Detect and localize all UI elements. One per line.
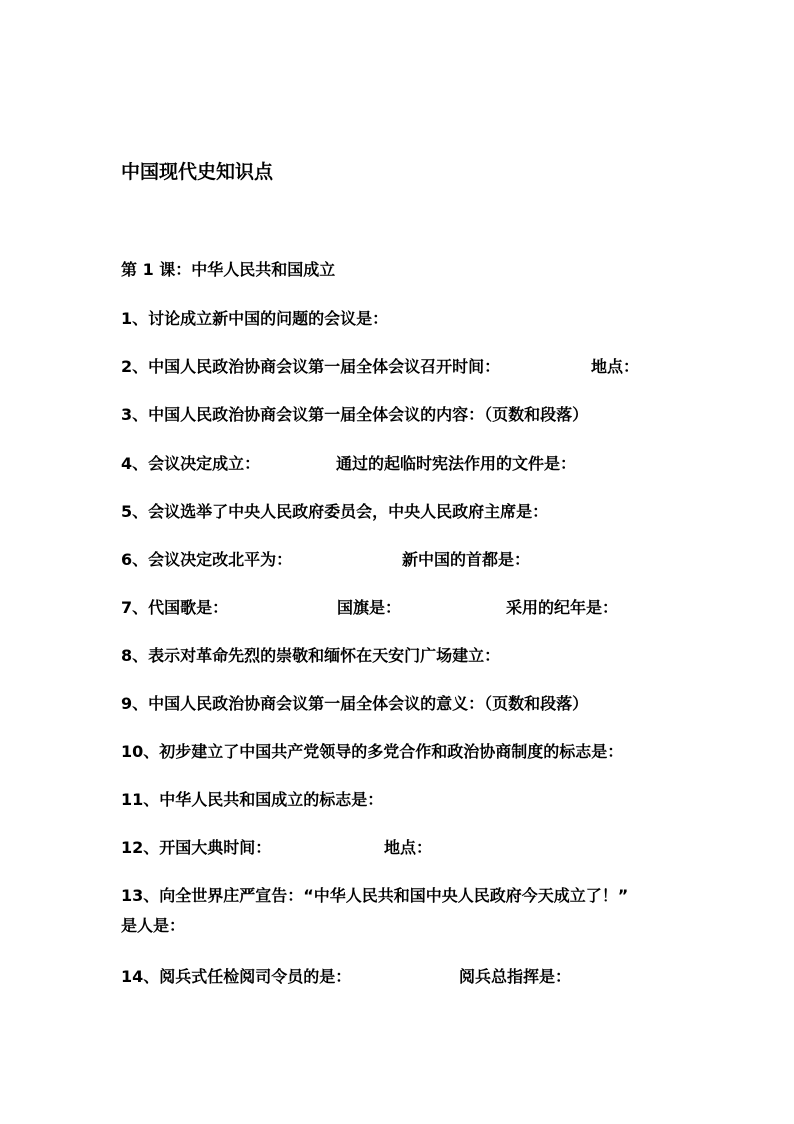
question-3-text: 3、中国人民政治协商会议第一届全体会议的内容：（页数和段落）	[121, 405, 589, 424]
question-14-chief: 阅兵总指挥是：	[459, 967, 572, 986]
lesson-heading: 第 1 课：中华人民共和国成立	[121, 260, 336, 279]
question-13-line-1: 13、向全世界庄严宣告：“中华人民共和国中央人民政府今天成立了！”	[121, 886, 629, 905]
question-13-line-2: 是人是：	[121, 916, 186, 935]
question-12	[121, 834, 433, 862]
question-1-text: 1、讨论成立新中国的问题的会议是：	[121, 309, 389, 328]
question-9	[121, 690, 588, 718]
question-4-document: 通过的起临时宪法作用的文件是：	[336, 454, 577, 473]
question-2	[121, 353, 640, 381]
question-2-location: 地点：	[591, 357, 640, 376]
question-11-text: 11、中华人民共和国成立的标志是：	[121, 790, 384, 809]
question-7-calendar: 采用的纪年是：	[506, 598, 619, 617]
question-14	[121, 963, 572, 991]
question-11	[121, 786, 383, 814]
question-5	[121, 498, 548, 526]
question-1	[121, 305, 388, 333]
question-7-flag: 国旗是：	[337, 598, 402, 617]
question-10-text: 10、初步建立了中国共产党领导的多党合作和政治协商制度的标志是：	[121, 742, 624, 761]
question-8	[121, 642, 500, 670]
question-12-time: 12、开国大典时间：	[121, 838, 272, 857]
question-6	[121, 546, 531, 574]
question-4-text: 4、会议决定成立：	[121, 454, 261, 473]
question-13	[121, 881, 701, 941]
question-4	[121, 450, 577, 478]
question-6-text: 6、会议决定改北平为：	[121, 550, 293, 569]
question-7-anthem: 7、代国歌是：	[121, 598, 229, 617]
question-5-text: 5、会议选举了中央人民政府委员会，中央人民政府主席是：	[121, 502, 549, 521]
question-10	[121, 738, 623, 766]
question-9-text: 9、中国人民政治协商会议第一届全体会议的意义：（页数和段落）	[121, 694, 589, 713]
question-6-capital: 新中国的首都是：	[402, 550, 531, 569]
question-8-text: 8、表示对革命先烈的崇敬和缅怀在天安门广场建立：	[121, 646, 501, 665]
question-14-commander: 14、阅兵式任检阅司令员的是：	[121, 967, 352, 986]
question-12-location: 地点：	[384, 838, 433, 857]
question-2-text: 2、中国人民政治协商会议第一届全体会议召开时间：	[121, 357, 501, 376]
page-title: 中国现代史知识点	[121, 161, 274, 183]
question-7	[121, 594, 619, 622]
question-3	[121, 401, 588, 429]
